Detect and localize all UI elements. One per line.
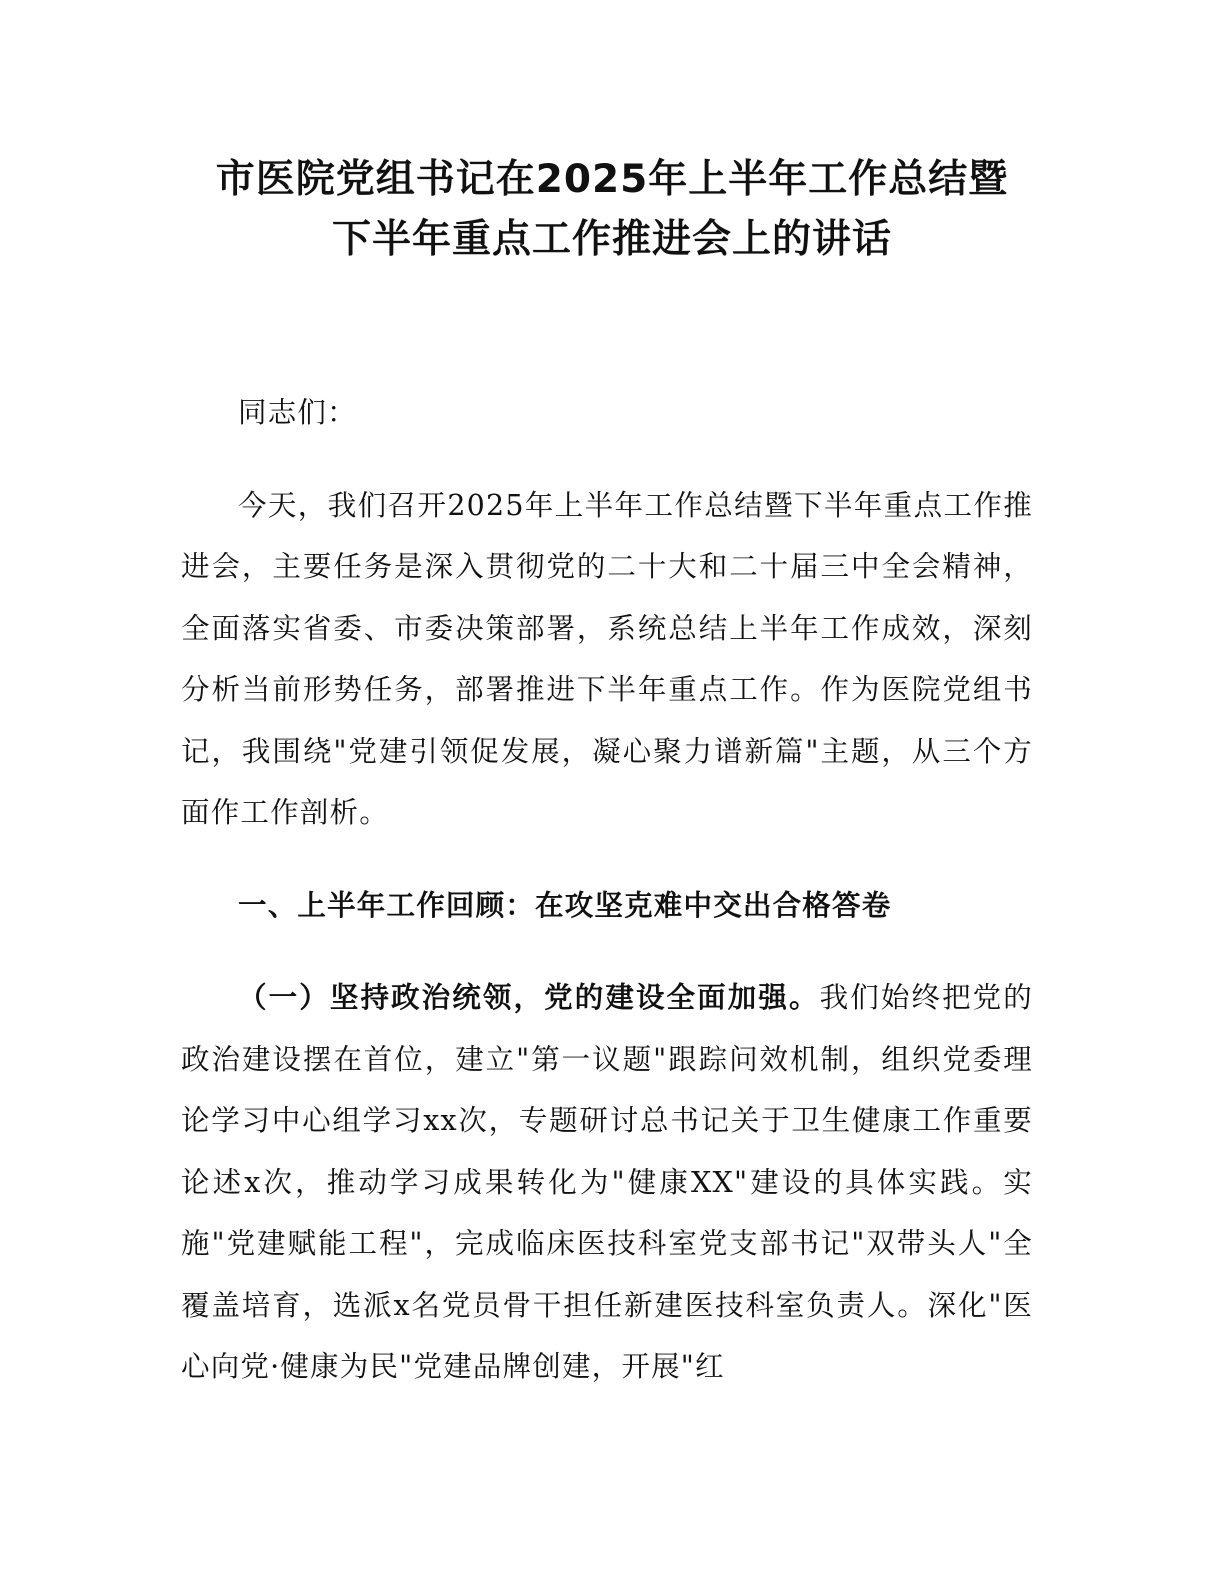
title-line-2: 下半年重点工作推进会上的讲话 bbox=[331, 217, 892, 262]
title-line-1: 市医院党组书记在2025年上半年工作总结暨 bbox=[215, 157, 1009, 202]
document-title bbox=[150, 150, 1074, 270]
subsection-1-paragraph bbox=[181, 967, 1033, 1398]
section-1-heading: 一、上半年工作回顾：在攻坚克难中交出合格答卷 bbox=[238, 888, 892, 922]
subsection-1-lead: （一）坚持政治统领，党的建设全面加强。 bbox=[238, 981, 820, 1014]
document-body bbox=[181, 382, 1033, 1429]
subsection-1-text: 我们始终把党的政治建设摆在首位，建立"第一议题"跟踪问效机制，组织党委理论学习中心组学习xx次，专题研讨总书记关于卫生健康工作重要论述x次，推动学习成果转化为"健康XX"建设的具体实践。实施"党建赋能工程"，完成临床医技科室党支部书记"双带头人"全覆盖培育，选派x名党员骨干担任新建医技科室负责人。深化"医心向党·健康为民"党建品牌创建，开展"红 bbox=[181, 981, 1033, 1383]
intro-paragraph: 今天，我们召开2025年上半年工作总结暨下半年重点工作推进会，主要任务是深入贯彻党的二十大和二十届三中全会精神，全面落实省委、市委决策部署，系统总结上半年工作成效，深刻分析当前形势任务，部署推进下半年重点工作。作为医院党组书记，我围绕"党建引领促发展，凝心聚力谱新篇"主题，从三个方面作工作剖析。 bbox=[181, 488, 1033, 829]
salutation: 同志们： bbox=[238, 396, 357, 429]
